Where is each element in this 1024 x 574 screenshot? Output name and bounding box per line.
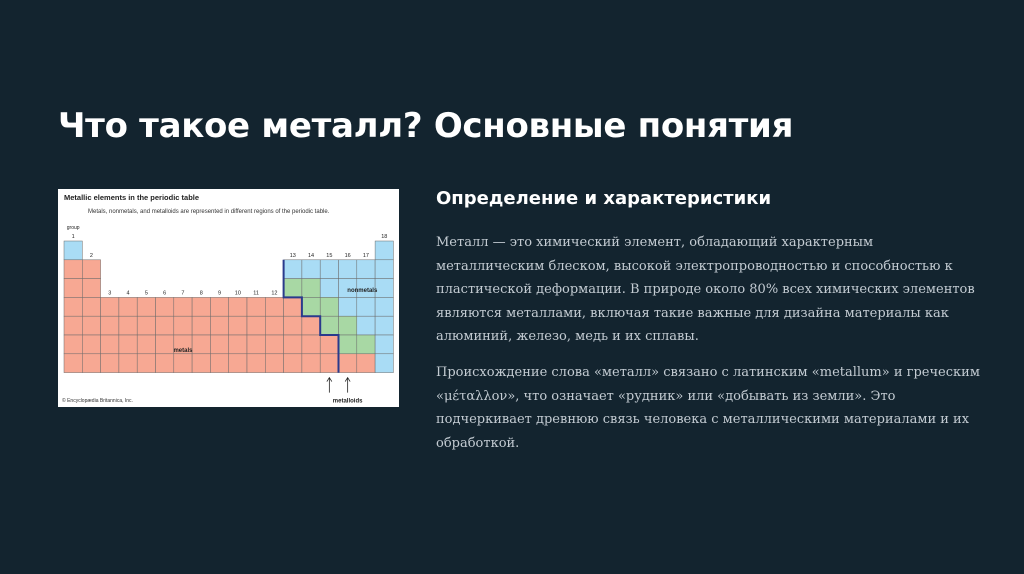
element-cell [284, 335, 302, 354]
element-cell [119, 335, 137, 354]
element-cell [82, 354, 100, 373]
element-cell [320, 335, 338, 354]
paragraph-etymology: Происхождение слова «металл» связано с латинским «metallum» и греческим «μέταλλον», что означает «рудник» или «добывать из земли». Это подчеркивает древнюю связь человека с металлическими материалами и их обработкой. [436, 365, 980, 451]
element-cell [302, 297, 320, 316]
element-cell [119, 297, 137, 316]
element-cell [210, 354, 228, 373]
group-label: group [66, 225, 80, 231]
element-cell [137, 335, 155, 354]
element-cell [284, 279, 302, 298]
element-cell [339, 354, 357, 373]
element-cell [247, 297, 265, 316]
group-number: 6 [163, 290, 167, 297]
group-number: 15 [326, 252, 333, 259]
slide-title: Что такое металл? Основные понятия [58, 106, 794, 146]
paragraph-definition: Металл — это химический элемент, обладающий характерным металлическим блеском, высокой электропроводностью и способностью к пластической деформации. В природе около 80% всех химических элементов являются металлами, включая такие важные для дизайна материалы как алюминий, железо, медь и их сплавы. [436, 235, 975, 344]
element-cell [119, 354, 137, 373]
element-cell [64, 297, 82, 316]
element-cell [375, 316, 393, 335]
element-cell [265, 297, 283, 316]
group-number: 18 [381, 234, 388, 240]
element-cell [156, 297, 174, 316]
element-cell [82, 260, 100, 279]
group-number: 12 [271, 290, 278, 297]
figure-subtitle: Metals, nonmetals, and metalloids are represented in different regions of the periodic table. [88, 209, 330, 215]
element-cell [82, 279, 100, 298]
periodic-table-figure [58, 189, 399, 407]
group-number: 14 [307, 252, 315, 259]
element-cell [375, 354, 393, 373]
element-cell [64, 260, 82, 279]
element-cell [137, 316, 155, 335]
element-cell [119, 316, 137, 335]
label-nonmetals: nonmetals [347, 287, 378, 294]
element-cell [82, 316, 100, 335]
group-number: 9 [218, 290, 222, 297]
element-cell [156, 335, 174, 354]
element-cell [357, 260, 375, 279]
element-cell [375, 260, 393, 279]
element-cell [320, 260, 338, 279]
element-cell [320, 297, 338, 316]
element-cell [302, 260, 320, 279]
group-number: 1 [71, 234, 75, 240]
element-cell [320, 354, 338, 373]
element-cell [174, 354, 192, 373]
element-cell [64, 279, 82, 298]
group-number: 7 [181, 290, 185, 297]
element-cell [339, 260, 357, 279]
group-number: 17 [362, 252, 370, 259]
arrow-up-icon [327, 378, 332, 393]
group-number: 16 [344, 252, 351, 259]
element-cell [137, 354, 155, 373]
element-cell [247, 354, 265, 373]
element-cell [339, 297, 357, 316]
element-cell [174, 316, 192, 335]
element-cell [320, 316, 338, 335]
element-cell [101, 354, 119, 373]
element-cell [339, 335, 357, 354]
element-cell [357, 354, 375, 373]
element-cell [229, 335, 247, 354]
figure-title: Metallic elements in the periodic table [64, 193, 200, 202]
element-cell [101, 316, 119, 335]
element-cell [357, 316, 375, 335]
element-cell [265, 316, 283, 335]
element-cell [229, 316, 247, 335]
element-cell [101, 297, 119, 316]
element-cell [357, 297, 375, 316]
element-cell [375, 297, 393, 316]
element-cell [357, 335, 375, 354]
label-metalloids: metalloids [332, 398, 363, 405]
figure-copyright: © Encyclopædia Britannica, Inc. [62, 398, 133, 404]
element-cell [339, 316, 357, 335]
label-metals: metals [173, 347, 193, 354]
group-number: 8 [199, 290, 203, 297]
element-cell [284, 354, 302, 373]
element-cell [210, 335, 228, 354]
element-cell [210, 297, 228, 316]
group-number: 10 [234, 290, 241, 297]
element-cell [247, 316, 265, 335]
element-cell [229, 297, 247, 316]
element-cell [284, 260, 302, 279]
element-cell [284, 297, 302, 316]
element-cell [192, 335, 210, 354]
group-number: 2 [89, 252, 93, 259]
element-cell [64, 354, 82, 373]
group-number: 11 [253, 290, 260, 297]
element-cell [302, 335, 320, 354]
element-cell [320, 279, 338, 298]
group-number: 5 [144, 290, 148, 297]
group-number: 4 [126, 290, 130, 297]
periodic-table-svg [58, 189, 399, 407]
element-cell [101, 335, 119, 354]
element-cell [284, 316, 302, 335]
element-cell [302, 316, 320, 335]
element-cell [247, 335, 265, 354]
element-cell [265, 335, 283, 354]
element-cell [229, 354, 247, 373]
group-number: 13 [289, 252, 296, 259]
element-cell [156, 354, 174, 373]
arrow-up-icon [345, 378, 350, 393]
element-cell [82, 297, 100, 316]
element-cell [192, 354, 210, 373]
section-subtitle: Определение и характеристики [436, 188, 772, 209]
element-cell [375, 335, 393, 354]
element-cell [265, 354, 283, 373]
element-cell [64, 241, 82, 260]
element-cell [192, 316, 210, 335]
element-cell [64, 316, 82, 335]
element-cell [302, 354, 320, 373]
element-cell [174, 297, 192, 316]
group-number: 3 [108, 290, 112, 297]
element-cell [192, 297, 210, 316]
element-cell [210, 316, 228, 335]
element-cell [156, 316, 174, 335]
element-cell [302, 279, 320, 298]
element-cell [64, 335, 82, 354]
element-cell [375, 279, 393, 298]
element-cell [82, 335, 100, 354]
element-cell [375, 241, 393, 260]
element-cell [137, 297, 155, 316]
